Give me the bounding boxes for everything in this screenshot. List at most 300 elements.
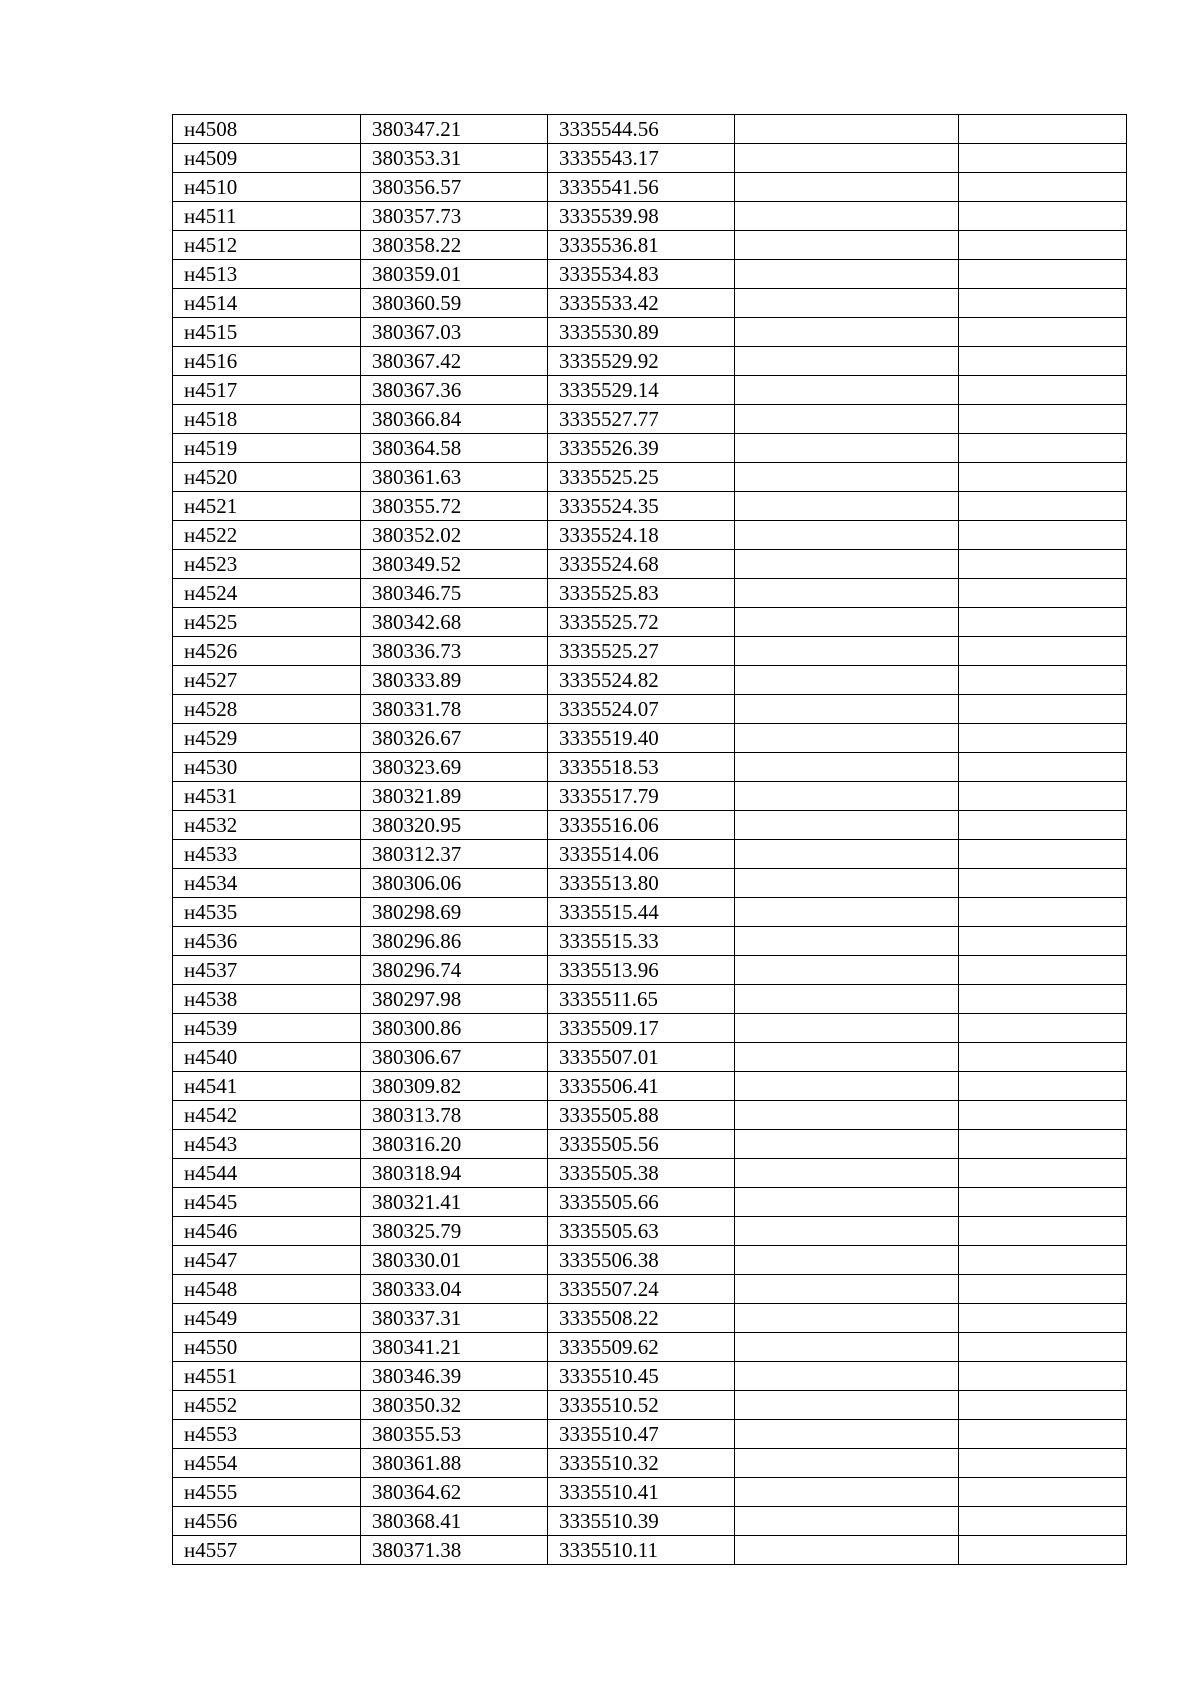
table-row <box>173 608 1127 637</box>
point-id-cell: н4546 <box>173 1217 361 1246</box>
point-id-cell: н4526 <box>173 637 361 666</box>
empty-cell <box>959 289 1127 318</box>
y-coordinate-cell: 3335527.77 <box>548 405 735 434</box>
x-coordinate-cell: 380346.39 <box>361 1362 548 1391</box>
y-coordinate-cell: 3335529.14 <box>548 376 735 405</box>
point-id-cell: н4520 <box>173 463 361 492</box>
point-id-cell: н4553 <box>173 1420 361 1449</box>
y-coordinate-cell: 3335525.72 <box>548 608 735 637</box>
empty-cell <box>959 1391 1127 1420</box>
empty-cell <box>959 637 1127 666</box>
x-coordinate-cell: 380368.41 <box>361 1507 548 1536</box>
point-id-cell: н4518 <box>173 405 361 434</box>
empty-cell <box>959 1536 1127 1565</box>
point-id-cell: н4509 <box>173 144 361 173</box>
empty-cell <box>735 260 959 289</box>
empty-cell <box>959 1420 1127 1449</box>
empty-cell <box>735 1072 959 1101</box>
x-coordinate-cell: 380306.06 <box>361 869 548 898</box>
x-coordinate-cell: 380300.86 <box>361 1014 548 1043</box>
x-coordinate-cell: 380358.22 <box>361 231 548 260</box>
empty-cell <box>959 347 1127 376</box>
x-coordinate-cell: 380341.21 <box>361 1333 548 1362</box>
table-row <box>173 550 1127 579</box>
point-id-cell: н4529 <box>173 724 361 753</box>
table-row <box>173 782 1127 811</box>
empty-cell <box>735 1246 959 1275</box>
y-coordinate-cell: 3335533.42 <box>548 289 735 318</box>
empty-cell <box>735 492 959 521</box>
empty-cell <box>735 173 959 202</box>
empty-cell <box>959 1014 1127 1043</box>
table-row <box>173 1101 1127 1130</box>
x-coordinate-cell: 380364.62 <box>361 1478 548 1507</box>
y-coordinate-cell: 3335539.98 <box>548 202 735 231</box>
table-row <box>173 1391 1127 1420</box>
x-coordinate-cell: 380312.37 <box>361 840 548 869</box>
x-coordinate-cell: 380331.78 <box>361 695 548 724</box>
empty-cell <box>735 1130 959 1159</box>
point-id-cell: н4521 <box>173 492 361 521</box>
y-coordinate-cell: 3335524.82 <box>548 666 735 695</box>
empty-cell <box>959 1101 1127 1130</box>
empty-cell <box>959 1246 1127 1275</box>
point-id-cell: н4544 <box>173 1159 361 1188</box>
empty-cell <box>735 1101 959 1130</box>
x-coordinate-cell: 380342.68 <box>361 608 548 637</box>
y-coordinate-cell: 3335534.83 <box>548 260 735 289</box>
table-row <box>173 1304 1127 1333</box>
empty-cell <box>959 492 1127 521</box>
x-coordinate-cell: 380320.95 <box>361 811 548 840</box>
x-coordinate-cell: 380350.32 <box>361 1391 548 1420</box>
empty-cell <box>959 985 1127 1014</box>
empty-cell <box>959 1333 1127 1362</box>
y-coordinate-cell: 3335515.44 <box>548 898 735 927</box>
empty-cell <box>959 115 1127 144</box>
x-coordinate-cell: 380337.31 <box>361 1304 548 1333</box>
table-row <box>173 521 1127 550</box>
empty-cell <box>959 666 1127 695</box>
y-coordinate-cell: 3335529.92 <box>548 347 735 376</box>
y-coordinate-cell: 3335509.17 <box>548 1014 735 1043</box>
point-id-cell: н4532 <box>173 811 361 840</box>
table-row <box>173 637 1127 666</box>
point-id-cell: н4539 <box>173 1014 361 1043</box>
table-row <box>173 869 1127 898</box>
point-id-cell: н4522 <box>173 521 361 550</box>
x-coordinate-cell: 380321.89 <box>361 782 548 811</box>
empty-cell <box>959 927 1127 956</box>
x-coordinate-cell: 380356.57 <box>361 173 548 202</box>
point-id-cell: н4557 <box>173 1536 361 1565</box>
y-coordinate-cell: 3335519.40 <box>548 724 735 753</box>
empty-cell <box>735 666 959 695</box>
empty-cell <box>959 318 1127 347</box>
empty-cell <box>959 782 1127 811</box>
table-row <box>173 463 1127 492</box>
table-row <box>173 724 1127 753</box>
y-coordinate-cell: 3335511.65 <box>548 985 735 1014</box>
empty-cell <box>959 260 1127 289</box>
x-coordinate-cell: 380367.03 <box>361 318 548 347</box>
coordinates-table-body <box>173 115 1127 1565</box>
empty-cell <box>735 1275 959 1304</box>
point-id-cell: н4536 <box>173 927 361 956</box>
x-coordinate-cell: 380323.69 <box>361 753 548 782</box>
empty-cell <box>959 1043 1127 1072</box>
y-coordinate-cell: 3335544.56 <box>548 115 735 144</box>
x-coordinate-cell: 380366.84 <box>361 405 548 434</box>
empty-cell <box>959 956 1127 985</box>
table-row <box>173 1014 1127 1043</box>
table-row <box>173 1275 1127 1304</box>
x-coordinate-cell: 380355.53 <box>361 1420 548 1449</box>
y-coordinate-cell: 3335524.07 <box>548 695 735 724</box>
empty-cell <box>735 1507 959 1536</box>
y-coordinate-cell: 3335505.63 <box>548 1217 735 1246</box>
table-row <box>173 579 1127 608</box>
point-id-cell: н4511 <box>173 202 361 231</box>
y-coordinate-cell: 3335536.81 <box>548 231 735 260</box>
y-coordinate-cell: 3335509.62 <box>548 1333 735 1362</box>
empty-cell <box>735 840 959 869</box>
y-coordinate-cell: 3335507.01 <box>548 1043 735 1072</box>
table-row <box>173 1043 1127 1072</box>
x-coordinate-cell: 380333.89 <box>361 666 548 695</box>
empty-cell <box>735 144 959 173</box>
empty-cell <box>959 173 1127 202</box>
table-row <box>173 289 1127 318</box>
point-id-cell: н4510 <box>173 173 361 202</box>
table-row <box>173 1188 1127 1217</box>
point-id-cell: н4545 <box>173 1188 361 1217</box>
table-row <box>173 811 1127 840</box>
x-coordinate-cell: 380330.01 <box>361 1246 548 1275</box>
table-row <box>173 260 1127 289</box>
table-row <box>173 115 1127 144</box>
y-coordinate-cell: 3335510.32 <box>548 1449 735 1478</box>
point-id-cell: н4517 <box>173 376 361 405</box>
empty-cell <box>735 927 959 956</box>
empty-cell <box>735 579 959 608</box>
x-coordinate-cell: 380367.36 <box>361 376 548 405</box>
point-id-cell: н4542 <box>173 1101 361 1130</box>
table-row <box>173 927 1127 956</box>
empty-cell <box>735 347 959 376</box>
x-coordinate-cell: 380306.67 <box>361 1043 548 1072</box>
table-row <box>173 405 1127 434</box>
table-row <box>173 1159 1127 1188</box>
x-coordinate-cell: 380296.86 <box>361 927 548 956</box>
x-coordinate-cell: 380326.67 <box>361 724 548 753</box>
point-id-cell: н4513 <box>173 260 361 289</box>
empty-cell <box>959 521 1127 550</box>
point-id-cell: н4533 <box>173 840 361 869</box>
empty-cell <box>735 1536 959 1565</box>
table-row <box>173 376 1127 405</box>
point-id-cell: н4547 <box>173 1246 361 1275</box>
y-coordinate-cell: 3335515.33 <box>548 927 735 956</box>
table-row <box>173 202 1127 231</box>
empty-cell <box>735 1478 959 1507</box>
empty-cell <box>735 1043 959 1072</box>
empty-cell <box>959 753 1127 782</box>
x-coordinate-cell: 380297.98 <box>361 985 548 1014</box>
point-id-cell: н4515 <box>173 318 361 347</box>
table-row <box>173 1507 1127 1536</box>
y-coordinate-cell: 3335510.52 <box>548 1391 735 1420</box>
point-id-cell: н4556 <box>173 1507 361 1536</box>
empty-cell <box>959 724 1127 753</box>
table-row <box>173 1478 1127 1507</box>
point-id-cell: н4528 <box>173 695 361 724</box>
empty-cell <box>735 898 959 927</box>
empty-cell <box>735 637 959 666</box>
empty-cell <box>959 898 1127 927</box>
empty-cell <box>735 463 959 492</box>
x-coordinate-cell: 380298.69 <box>361 898 548 927</box>
x-coordinate-cell: 380333.04 <box>361 1275 548 1304</box>
x-coordinate-cell: 380325.79 <box>361 1217 548 1246</box>
y-coordinate-cell: 3335510.47 <box>548 1420 735 1449</box>
table-row <box>173 1536 1127 1565</box>
point-id-cell: н4525 <box>173 608 361 637</box>
table-row <box>173 1130 1127 1159</box>
empty-cell <box>735 289 959 318</box>
empty-cell <box>735 985 959 1014</box>
y-coordinate-cell: 3335541.56 <box>548 173 735 202</box>
table-row <box>173 1449 1127 1478</box>
empty-cell <box>959 1188 1127 1217</box>
point-id-cell: н4527 <box>173 666 361 695</box>
empty-cell <box>735 231 959 260</box>
table-row <box>173 753 1127 782</box>
empty-cell <box>959 695 1127 724</box>
coordinates-table <box>172 114 1127 1565</box>
point-id-cell: н4548 <box>173 1275 361 1304</box>
empty-cell <box>735 550 959 579</box>
empty-cell <box>959 376 1127 405</box>
empty-cell <box>959 463 1127 492</box>
empty-cell <box>959 1507 1127 1536</box>
x-coordinate-cell: 380360.59 <box>361 289 548 318</box>
point-id-cell: н4555 <box>173 1478 361 1507</box>
empty-cell <box>735 695 959 724</box>
empty-cell <box>735 1014 959 1043</box>
empty-cell <box>959 144 1127 173</box>
empty-cell <box>735 1304 959 1333</box>
point-id-cell: н4523 <box>173 550 361 579</box>
empty-cell <box>959 1159 1127 1188</box>
point-id-cell: н4551 <box>173 1362 361 1391</box>
empty-cell <box>959 1304 1127 1333</box>
x-coordinate-cell: 380347.21 <box>361 115 548 144</box>
table-row <box>173 898 1127 927</box>
x-coordinate-cell: 380336.73 <box>361 637 548 666</box>
empty-cell <box>959 1072 1127 1101</box>
x-coordinate-cell: 380352.02 <box>361 521 548 550</box>
x-coordinate-cell: 380346.75 <box>361 579 548 608</box>
point-id-cell: н4549 <box>173 1304 361 1333</box>
y-coordinate-cell: 3335505.88 <box>548 1101 735 1130</box>
empty-cell <box>959 1275 1127 1304</box>
y-coordinate-cell: 3335506.38 <box>548 1246 735 1275</box>
empty-cell <box>735 1420 959 1449</box>
empty-cell <box>735 869 959 898</box>
y-coordinate-cell: 3335514.06 <box>548 840 735 869</box>
x-coordinate-cell: 380296.74 <box>361 956 548 985</box>
y-coordinate-cell: 3335513.96 <box>548 956 735 985</box>
x-coordinate-cell: 380359.01 <box>361 260 548 289</box>
y-coordinate-cell: 3335517.79 <box>548 782 735 811</box>
x-coordinate-cell: 380316.20 <box>361 1130 548 1159</box>
x-coordinate-cell: 380353.31 <box>361 144 548 173</box>
x-coordinate-cell: 380309.82 <box>361 1072 548 1101</box>
y-coordinate-cell: 3335510.39 <box>548 1507 735 1536</box>
y-coordinate-cell: 3335507.24 <box>548 1275 735 1304</box>
table-row <box>173 1362 1127 1391</box>
empty-cell <box>735 434 959 463</box>
table-row <box>173 173 1127 202</box>
empty-cell <box>959 434 1127 463</box>
point-id-cell: н4534 <box>173 869 361 898</box>
empty-cell <box>959 869 1127 898</box>
table-row <box>173 956 1127 985</box>
point-id-cell: н4554 <box>173 1449 361 1478</box>
empty-cell <box>959 608 1127 637</box>
y-coordinate-cell: 3335513.80 <box>548 869 735 898</box>
empty-cell <box>735 1333 959 1362</box>
empty-cell <box>959 202 1127 231</box>
empty-cell <box>735 811 959 840</box>
empty-cell <box>735 202 959 231</box>
empty-cell <box>735 405 959 434</box>
empty-cell <box>959 1130 1127 1159</box>
y-coordinate-cell: 3335510.45 <box>548 1362 735 1391</box>
point-id-cell: н4541 <box>173 1072 361 1101</box>
x-coordinate-cell: 380349.52 <box>361 550 548 579</box>
table-row <box>173 144 1127 173</box>
x-coordinate-cell: 380357.73 <box>361 202 548 231</box>
point-id-cell: н4524 <box>173 579 361 608</box>
y-coordinate-cell: 3335510.11 <box>548 1536 735 1565</box>
point-id-cell: н4540 <box>173 1043 361 1072</box>
empty-cell <box>735 115 959 144</box>
point-id-cell: н4531 <box>173 782 361 811</box>
y-coordinate-cell: 3335508.22 <box>548 1304 735 1333</box>
x-coordinate-cell: 380367.42 <box>361 347 548 376</box>
empty-cell <box>735 1391 959 1420</box>
y-coordinate-cell: 3335543.17 <box>548 144 735 173</box>
empty-cell <box>959 231 1127 260</box>
point-id-cell: н4519 <box>173 434 361 463</box>
x-coordinate-cell: 380313.78 <box>361 1101 548 1130</box>
empty-cell <box>959 1362 1127 1391</box>
x-coordinate-cell: 380371.38 <box>361 1536 548 1565</box>
empty-cell <box>735 1217 959 1246</box>
table-row <box>173 318 1127 347</box>
point-id-cell: н4535 <box>173 898 361 927</box>
empty-cell <box>959 840 1127 869</box>
y-coordinate-cell: 3335526.39 <box>548 434 735 463</box>
y-coordinate-cell: 3335525.27 <box>548 637 735 666</box>
empty-cell <box>735 521 959 550</box>
empty-cell <box>959 1217 1127 1246</box>
empty-cell <box>735 753 959 782</box>
y-coordinate-cell: 3335505.38 <box>548 1159 735 1188</box>
empty-cell <box>959 1478 1127 1507</box>
empty-cell <box>735 1449 959 1478</box>
point-id-cell: н4552 <box>173 1391 361 1420</box>
x-coordinate-cell: 380321.41 <box>361 1188 548 1217</box>
x-coordinate-cell: 380361.88 <box>361 1449 548 1478</box>
x-coordinate-cell: 380318.94 <box>361 1159 548 1188</box>
empty-cell <box>959 405 1127 434</box>
y-coordinate-cell: 3335524.68 <box>548 550 735 579</box>
table-row <box>173 1246 1127 1275</box>
point-id-cell: н4538 <box>173 985 361 1014</box>
table-row <box>173 231 1127 260</box>
y-coordinate-cell: 3335525.25 <box>548 463 735 492</box>
table-row <box>173 985 1127 1014</box>
point-id-cell: н4512 <box>173 231 361 260</box>
y-coordinate-cell: 3335530.89 <box>548 318 735 347</box>
point-id-cell: н4537 <box>173 956 361 985</box>
empty-cell <box>735 782 959 811</box>
empty-cell <box>735 1362 959 1391</box>
empty-cell <box>735 1159 959 1188</box>
table-row <box>173 840 1127 869</box>
table-row <box>173 492 1127 521</box>
table-row <box>173 666 1127 695</box>
empty-cell <box>735 318 959 347</box>
table-row <box>173 1333 1127 1362</box>
x-coordinate-cell: 380361.63 <box>361 463 548 492</box>
point-id-cell: н4530 <box>173 753 361 782</box>
table-row <box>173 1072 1127 1101</box>
empty-cell <box>735 1188 959 1217</box>
y-coordinate-cell: 3335510.41 <box>548 1478 735 1507</box>
y-coordinate-cell: 3335524.35 <box>548 492 735 521</box>
y-coordinate-cell: 3335518.53 <box>548 753 735 782</box>
point-id-cell: н4516 <box>173 347 361 376</box>
y-coordinate-cell: 3335505.66 <box>548 1188 735 1217</box>
point-id-cell: н4514 <box>173 289 361 318</box>
empty-cell <box>959 579 1127 608</box>
point-id-cell: н4550 <box>173 1333 361 1362</box>
table-row <box>173 434 1127 463</box>
empty-cell <box>735 376 959 405</box>
x-coordinate-cell: 380364.58 <box>361 434 548 463</box>
table-row <box>173 1217 1127 1246</box>
table-row <box>173 1420 1127 1449</box>
y-coordinate-cell: 3335505.56 <box>548 1130 735 1159</box>
empty-cell <box>959 550 1127 579</box>
y-coordinate-cell: 3335516.06 <box>548 811 735 840</box>
y-coordinate-cell: 3335506.41 <box>548 1072 735 1101</box>
table-row <box>173 347 1127 376</box>
table-row <box>173 695 1127 724</box>
y-coordinate-cell: 3335524.18 <box>548 521 735 550</box>
point-id-cell: н4508 <box>173 115 361 144</box>
empty-cell <box>735 608 959 637</box>
point-id-cell: н4543 <box>173 1130 361 1159</box>
empty-cell <box>959 811 1127 840</box>
empty-cell <box>959 1449 1127 1478</box>
y-coordinate-cell: 3335525.83 <box>548 579 735 608</box>
empty-cell <box>735 724 959 753</box>
